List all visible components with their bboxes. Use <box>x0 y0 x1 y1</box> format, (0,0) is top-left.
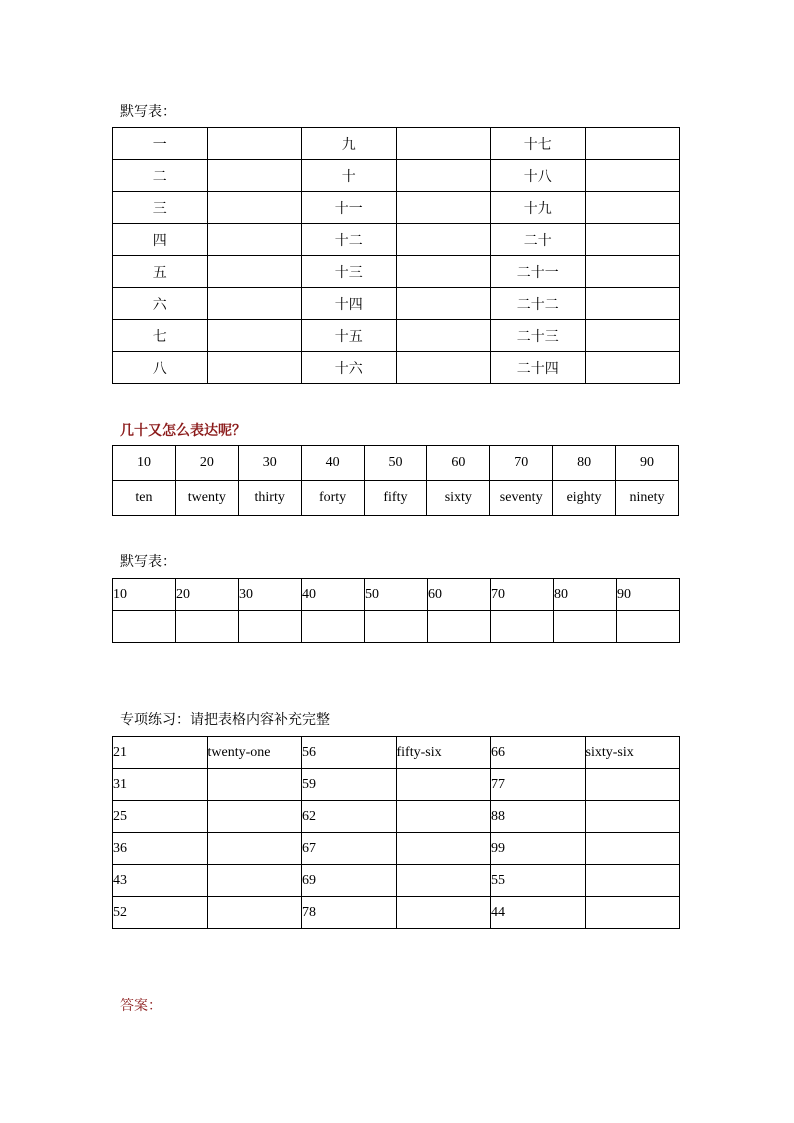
chinese-number-cell: 十一 <box>302 192 397 224</box>
chinese-number-cell: 二十二 <box>491 288 586 320</box>
number-cell: 44 <box>491 897 586 929</box>
chinese-number-cell: 十三 <box>302 256 397 288</box>
answer-blank-cell[interactable] <box>207 352 302 384</box>
number-cell: 77 <box>491 769 586 801</box>
english-word-cell[interactable] <box>396 769 491 801</box>
table-row <box>113 769 680 801</box>
tens-number-row <box>113 446 679 481</box>
answer-blank-cell[interactable] <box>585 352 680 384</box>
english-word-cell[interactable] <box>207 865 302 897</box>
table-row <box>113 865 680 897</box>
practice-table <box>112 736 680 929</box>
chinese-number-cell: 十七 <box>491 128 586 160</box>
chinese-number-cell: 一 <box>113 128 208 160</box>
english-word-cell[interactable] <box>207 801 302 833</box>
chinese-number-cell: 三 <box>113 192 208 224</box>
number-cell: 69 <box>302 865 397 897</box>
tens-word-cell: sixty <box>427 481 490 516</box>
answer-blank-cell[interactable] <box>207 288 302 320</box>
tens-word-cell: ten <box>113 481 176 516</box>
answer-blank-cell[interactable] <box>428 611 491 643</box>
table-row <box>113 256 680 288</box>
chinese-number-cell: 八 <box>113 352 208 384</box>
answer-blank-cell[interactable] <box>554 611 617 643</box>
chinese-number-cell: 十五 <box>302 320 397 352</box>
table-row <box>113 801 680 833</box>
tens-reference-table <box>112 445 679 516</box>
table-row <box>113 160 680 192</box>
english-word-cell[interactable] <box>207 897 302 929</box>
tens-dictation-number-row <box>113 579 680 611</box>
chinese-number-cell: 二十四 <box>491 352 586 384</box>
tens-word-cell: twenty <box>175 481 238 516</box>
tens-number-cell: 60 <box>428 579 491 611</box>
answer-blank-cell[interactable] <box>396 224 491 256</box>
answer-blank-cell[interactable] <box>207 320 302 352</box>
chinese-number-cell: 二十三 <box>491 320 586 352</box>
tens-number-cell: 90 <box>616 446 679 481</box>
answers-heading: 答案： <box>120 998 162 1014</box>
chinese-number-cell: 五 <box>113 256 208 288</box>
english-word-cell[interactable] <box>585 769 680 801</box>
tens-number-cell: 70 <box>490 446 553 481</box>
english-word-cell[interactable] <box>585 897 680 929</box>
answer-blank-cell[interactable] <box>365 611 428 643</box>
answer-blank-cell[interactable] <box>585 256 680 288</box>
tens-number-cell: 20 <box>176 579 239 611</box>
number-cell: 56 <box>302 737 397 769</box>
english-word-cell[interactable] <box>585 801 680 833</box>
answer-blank-cell[interactable] <box>396 320 491 352</box>
table-row <box>113 320 680 352</box>
tens-number-cell: 50 <box>365 579 428 611</box>
tens-number-cell: 30 <box>239 579 302 611</box>
chinese-number-cell: 十二 <box>302 224 397 256</box>
chinese-number-cell: 十六 <box>302 352 397 384</box>
tens-word-cell: fifty <box>364 481 427 516</box>
tens-word-row <box>113 481 679 516</box>
answer-blank-cell[interactable] <box>396 352 491 384</box>
english-word-cell[interactable] <box>207 769 302 801</box>
table-row <box>113 897 680 929</box>
table-row <box>113 128 680 160</box>
table-row <box>113 737 680 769</box>
chinese-number-cell: 十九 <box>491 192 586 224</box>
english-word-cell: fifty-six <box>396 737 491 769</box>
tens-word-cell: seventy <box>490 481 553 516</box>
number-cell: 36 <box>113 833 208 865</box>
tens-number-cell: 80 <box>554 579 617 611</box>
answer-blank-cell[interactable] <box>396 128 491 160</box>
answer-blank-cell[interactable] <box>176 611 239 643</box>
answer-blank-cell[interactable] <box>207 128 302 160</box>
answer-blank-cell[interactable] <box>302 611 365 643</box>
chinese-number-cell: 十八 <box>491 160 586 192</box>
tens-number-cell: 30 <box>238 446 301 481</box>
answer-blank-cell[interactable] <box>585 224 680 256</box>
number-cell: 21 <box>113 737 208 769</box>
number-cell: 78 <box>302 897 397 929</box>
number-cell: 55 <box>491 865 586 897</box>
number-cell: 52 <box>113 897 208 929</box>
tens-dictation-blank-row <box>113 611 680 643</box>
tens-question-heading: 几十又怎么表达呢？ <box>120 423 246 439</box>
table-row <box>113 352 680 384</box>
answer-blank-cell[interactable] <box>491 611 554 643</box>
answer-blank-cell[interactable] <box>207 160 302 192</box>
answer-blank-cell[interactable] <box>585 160 680 192</box>
tens-number-cell: 10 <box>113 446 176 481</box>
answer-blank-cell[interactable] <box>396 256 491 288</box>
tens-number-cell: 90 <box>617 579 680 611</box>
number-cell: 31 <box>113 769 208 801</box>
number-cell: 62 <box>302 801 397 833</box>
answer-blank-cell[interactable] <box>207 256 302 288</box>
english-word-cell: twenty-one <box>207 737 302 769</box>
chinese-number-cell: 七 <box>113 320 208 352</box>
answer-blank-cell[interactable] <box>396 160 491 192</box>
tens-word-cell: eighty <box>553 481 616 516</box>
chinese-number-cell: 二十 <box>491 224 586 256</box>
english-word-cell[interactable] <box>207 833 302 865</box>
number-cell: 59 <box>302 769 397 801</box>
dictation-heading-2: 默写表： <box>120 554 176 570</box>
answer-blank-cell[interactable] <box>207 192 302 224</box>
practice-heading: 专项练习：请把表格内容补充完整 <box>120 712 330 728</box>
table-row <box>113 192 680 224</box>
tens-number-cell: 70 <box>491 579 554 611</box>
answer-blank-cell[interactable] <box>585 288 680 320</box>
chinese-number-cell: 四 <box>113 224 208 256</box>
answer-blank-cell[interactable] <box>585 128 680 160</box>
answer-blank-cell[interactable] <box>617 611 680 643</box>
answer-blank-cell[interactable] <box>396 192 491 224</box>
answer-blank-cell[interactable] <box>239 611 302 643</box>
answer-blank-cell[interactable] <box>396 288 491 320</box>
chinese-number-cell: 二十一 <box>491 256 586 288</box>
answer-blank-cell[interactable] <box>585 192 680 224</box>
english-word-cell[interactable] <box>396 833 491 865</box>
chinese-number-cell: 十四 <box>302 288 397 320</box>
number-cell: 88 <box>491 801 586 833</box>
table-row <box>113 833 680 865</box>
english-word-cell[interactable] <box>585 833 680 865</box>
chinese-number-cell: 二 <box>113 160 208 192</box>
chinese-numbers-dictation-table <box>112 127 680 384</box>
number-cell: 99 <box>491 833 586 865</box>
answer-blank-cell[interactable] <box>585 320 680 352</box>
english-word-cell[interactable] <box>396 865 491 897</box>
number-cell: 66 <box>491 737 586 769</box>
tens-number-cell: 50 <box>364 446 427 481</box>
chinese-number-cell: 十 <box>302 160 397 192</box>
table-row <box>113 224 680 256</box>
tens-number-cell: 20 <box>175 446 238 481</box>
number-cell: 67 <box>302 833 397 865</box>
english-word-cell: sixty-six <box>585 737 680 769</box>
english-word-cell[interactable] <box>396 897 491 929</box>
tens-number-cell: 40 <box>302 579 365 611</box>
tens-dictation-table <box>112 578 680 643</box>
tens-word-cell: forty <box>301 481 364 516</box>
tens-word-cell: thirty <box>238 481 301 516</box>
answer-blank-cell[interactable] <box>207 224 302 256</box>
tens-number-cell: 10 <box>113 579 176 611</box>
tens-word-cell: ninety <box>616 481 679 516</box>
dictation-heading-1: 默写表： <box>120 104 176 120</box>
english-word-cell[interactable] <box>585 865 680 897</box>
answer-blank-cell[interactable] <box>113 611 176 643</box>
table-row <box>113 288 680 320</box>
chinese-number-cell: 九 <box>302 128 397 160</box>
tens-number-cell: 60 <box>427 446 490 481</box>
chinese-number-cell: 六 <box>113 288 208 320</box>
tens-number-cell: 80 <box>553 446 616 481</box>
tens-number-cell: 40 <box>301 446 364 481</box>
number-cell: 25 <box>113 801 208 833</box>
english-word-cell[interactable] <box>396 801 491 833</box>
number-cell: 43 <box>113 865 208 897</box>
